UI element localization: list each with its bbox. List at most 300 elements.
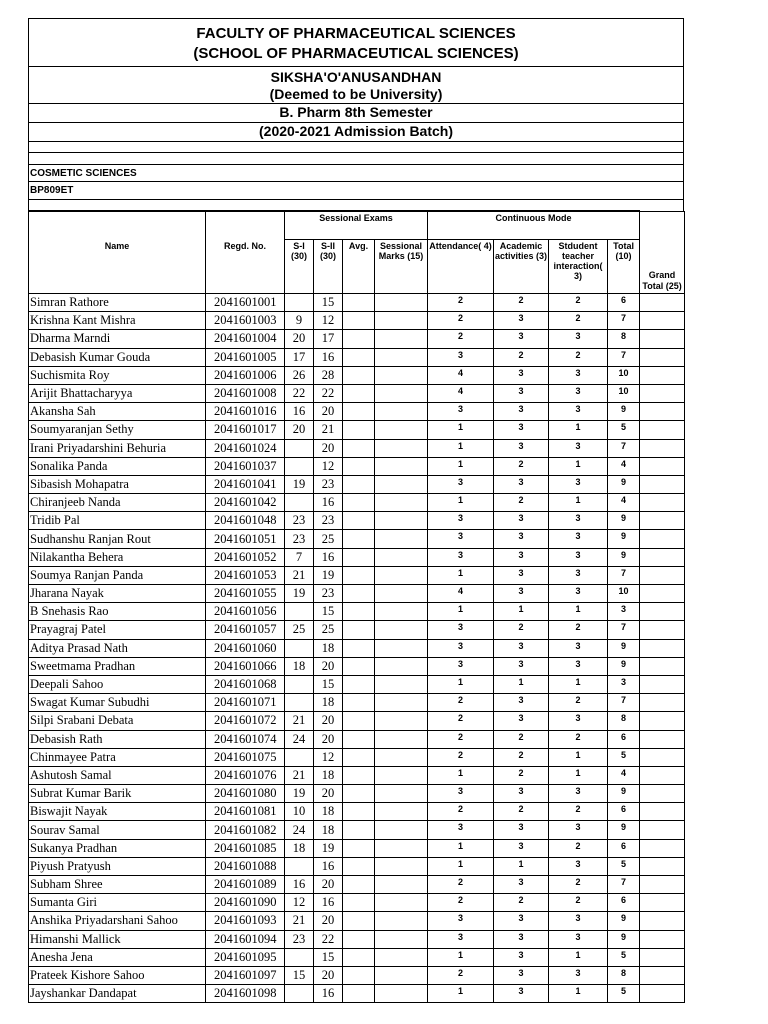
student-name: Irani Priyadarshini Behuria <box>29 439 206 457</box>
avg-mark <box>343 694 375 712</box>
regd-no: 2041601003 <box>206 312 285 330</box>
attendance-mark: 2 <box>428 694 494 712</box>
university-note: (Deemed to be University) <box>269 86 443 102</box>
table-row <box>29 876 685 894</box>
grand-total <box>640 384 685 402</box>
s1-mark: 24 <box>285 730 314 748</box>
avg-mark <box>343 657 375 675</box>
sessional-marks <box>375 294 428 312</box>
table-row <box>29 785 685 803</box>
interaction-mark: 3 <box>549 712 608 730</box>
regd-no: 2041601080 <box>206 785 285 803</box>
table-row <box>29 712 685 730</box>
continuous-total: 8 <box>608 330 640 348</box>
s2-mark: 16 <box>314 985 343 1003</box>
grand-total <box>640 657 685 675</box>
table-row <box>29 585 685 603</box>
continuous-total: 6 <box>608 803 640 821</box>
s1-mark <box>285 694 314 712</box>
academic-mark: 3 <box>494 657 549 675</box>
regd-no: 2041601051 <box>206 530 285 548</box>
s1-mark: 10 <box>285 803 314 821</box>
interaction-mark: 3 <box>549 912 608 930</box>
attendance-mark: 1 <box>428 948 494 966</box>
s1-mark: 18 <box>285 657 314 675</box>
s1-mark: 21 <box>285 566 314 584</box>
attendance-header: Attendance( 4) <box>428 240 494 294</box>
interaction-mark: 2 <box>549 348 608 366</box>
s2-mark: 12 <box>314 457 343 475</box>
s1-mark: 20 <box>285 421 314 439</box>
table-row <box>29 494 685 512</box>
continuous-total: 5 <box>608 748 640 766</box>
student-name: Prateek Kishore Sahoo <box>29 966 206 984</box>
grand-total <box>640 439 685 457</box>
document-header <box>28 18 684 212</box>
avg-mark <box>343 475 375 493</box>
interaction-mark: 3 <box>549 512 608 530</box>
interaction-header: Stdudent teacher interaction( 3) <box>549 240 608 294</box>
regd-no: 2041601001 <box>206 294 285 312</box>
student-name: Soumya Ranjan Panda <box>29 566 206 584</box>
avg-mark <box>343 348 375 366</box>
attendance-mark: 2 <box>428 312 494 330</box>
spacer-row <box>29 142 683 153</box>
interaction-mark: 1 <box>549 948 608 966</box>
interaction-mark: 3 <box>549 566 608 584</box>
sessional-marks <box>375 403 428 421</box>
sessional-marks <box>375 748 428 766</box>
regd-no: 2041601090 <box>206 894 285 912</box>
regd-no: 2041601071 <box>206 694 285 712</box>
regd-no: 2041601095 <box>206 948 285 966</box>
table-row <box>29 457 685 475</box>
interaction-mark: 3 <box>549 403 608 421</box>
academic-mark: 3 <box>494 585 549 603</box>
student-name: Soumyaranjan Sethy <box>29 421 206 439</box>
sessional-marks <box>375 821 428 839</box>
s2-mark: 16 <box>314 894 343 912</box>
table-row <box>29 730 685 748</box>
attendance-mark: 2 <box>428 730 494 748</box>
s2-mark: 15 <box>314 294 343 312</box>
interaction-mark: 1 <box>549 985 608 1003</box>
s1-mark: 19 <box>285 785 314 803</box>
s1-mark <box>285 439 314 457</box>
regd-no: 2041601004 <box>206 330 285 348</box>
continuous-total: 5 <box>608 421 640 439</box>
grand-total <box>640 621 685 639</box>
s1-mark <box>285 857 314 875</box>
sessional-marks <box>375 530 428 548</box>
continuous-total: 7 <box>608 621 640 639</box>
regd-no: 2041601075 <box>206 748 285 766</box>
s2-mark: 18 <box>314 803 343 821</box>
grand-total <box>640 566 685 584</box>
academic-mark: 3 <box>494 694 549 712</box>
regd-no: 2041601006 <box>206 366 285 384</box>
avg-mark <box>343 894 375 912</box>
interaction-mark: 2 <box>549 312 608 330</box>
avg-mark <box>343 839 375 857</box>
sessional-marks <box>375 621 428 639</box>
s2-mark: 20 <box>314 912 343 930</box>
avg-mark <box>343 639 375 657</box>
interaction-mark: 3 <box>549 439 608 457</box>
group-header-row <box>29 211 685 240</box>
avg-mark <box>343 766 375 784</box>
grand-total <box>640 694 685 712</box>
table-row <box>29 803 685 821</box>
s1-mark <box>285 457 314 475</box>
academic-mark: 3 <box>494 821 549 839</box>
sessional-marks <box>375 421 428 439</box>
attendance-mark: 1 <box>428 457 494 475</box>
s2-mark: 16 <box>314 494 343 512</box>
continuous-total: 6 <box>608 894 640 912</box>
avg-mark <box>343 548 375 566</box>
continuous-total: 6 <box>608 730 640 748</box>
student-name: Chiranjeeb Nanda <box>29 494 206 512</box>
s1-mark: 17 <box>285 348 314 366</box>
interaction-mark: 2 <box>549 876 608 894</box>
academic-mark: 3 <box>494 384 549 402</box>
s1-mark <box>285 603 314 621</box>
student-name: Anshika Priyadarshani Sahoo <box>29 912 206 930</box>
regd-no: 2041601048 <box>206 512 285 530</box>
regd-no: 2041601085 <box>206 839 285 857</box>
table-row <box>29 657 685 675</box>
grand-total <box>640 403 685 421</box>
continuous-total: 9 <box>608 530 640 548</box>
student-name: Piyush Pratyush <box>29 857 206 875</box>
s2-mark: 16 <box>314 857 343 875</box>
student-name: Arijit Bhattacharyya <box>29 384 206 402</box>
s2-mark: 18 <box>314 694 343 712</box>
academic-mark: 3 <box>494 785 549 803</box>
batch-title: (2020-2021 Admission Batch) <box>29 123 683 142</box>
faculty-line: FACULTY OF PHARMACEUTICAL SCIENCES <box>196 25 516 42</box>
regd-no: 2041601017 <box>206 421 285 439</box>
sessional-marks <box>375 985 428 1003</box>
academic-mark: 2 <box>494 766 549 784</box>
regd-no: 2041601074 <box>206 730 285 748</box>
table-row <box>29 766 685 784</box>
s2-mark: 20 <box>314 785 343 803</box>
program-title: B. Pharm 8th Semester <box>29 104 683 123</box>
attendance-mark: 3 <box>428 785 494 803</box>
avg-mark <box>343 585 375 603</box>
grand-total <box>640 785 685 803</box>
student-name: Sumanta Giri <box>29 894 206 912</box>
table-row <box>29 985 685 1003</box>
grand-total <box>640 985 685 1003</box>
regd-no: 2041601093 <box>206 912 285 930</box>
table-row <box>29 694 685 712</box>
continuous-total: 7 <box>608 566 640 584</box>
avg-mark <box>343 803 375 821</box>
regd-no: 2041601066 <box>206 657 285 675</box>
attendance-mark: 2 <box>428 966 494 984</box>
table-row <box>29 839 685 857</box>
continuous-total: 9 <box>608 548 640 566</box>
continuous-total: 4 <box>608 494 640 512</box>
student-name: Sourav Samal <box>29 821 206 839</box>
s2-mark: 28 <box>314 366 343 384</box>
avg-mark <box>343 439 375 457</box>
sessional-marks <box>375 548 428 566</box>
grand-total <box>640 366 685 384</box>
student-name: Suchismita Roy <box>29 366 206 384</box>
school-line: (SCHOOL OF PHARMACEUTICAL SCIENCES) <box>193 45 519 62</box>
student-name: Nilakantha Behera <box>29 548 206 566</box>
grand-total-header: Grand Total (25) <box>640 240 685 294</box>
grand-total <box>640 966 685 984</box>
s1-mark <box>285 294 314 312</box>
spacer-row <box>29 153 683 165</box>
continuous-group-header: Continuous Mode <box>428 211 640 240</box>
academic-mark: 2 <box>494 748 549 766</box>
table-row <box>29 621 685 639</box>
student-name: Swagat Kumar Subudhi <box>29 694 206 712</box>
attendance-mark: 3 <box>428 912 494 930</box>
student-name: Himanshi Mallick <box>29 930 206 948</box>
regd-group-cell <box>206 211 285 240</box>
attendance-mark: 4 <box>428 384 494 402</box>
academic-mark: 1 <box>494 603 549 621</box>
academic-mark: 3 <box>494 966 549 984</box>
interaction-mark: 3 <box>549 530 608 548</box>
avg-mark <box>343 985 375 1003</box>
grand-total <box>640 530 685 548</box>
regd-no: 2041601068 <box>206 675 285 693</box>
s1-mark <box>285 748 314 766</box>
academic-mark: 2 <box>494 803 549 821</box>
interaction-mark: 3 <box>549 785 608 803</box>
avg-mark <box>343 966 375 984</box>
attendance-mark: 4 <box>428 585 494 603</box>
attendance-mark: 3 <box>428 348 494 366</box>
s1-mark: 24 <box>285 821 314 839</box>
s1-mark: 15 <box>285 966 314 984</box>
avg-mark <box>343 512 375 530</box>
s1-mark: 21 <box>285 712 314 730</box>
academic-mark: 3 <box>494 930 549 948</box>
table-row <box>29 294 685 312</box>
continuous-total: 5 <box>608 948 640 966</box>
attendance-mark: 1 <box>428 985 494 1003</box>
sessional-marks <box>375 857 428 875</box>
table-row <box>29 530 685 548</box>
s2-mark: 15 <box>314 675 343 693</box>
attendance-mark: 3 <box>428 639 494 657</box>
s1-mark: 26 <box>285 366 314 384</box>
continuous-total: 10 <box>608 585 640 603</box>
attendance-mark: 1 <box>428 857 494 875</box>
interaction-mark: 1 <box>549 766 608 784</box>
avg-mark <box>343 948 375 966</box>
grand-total-top-cell <box>640 211 685 240</box>
student-name: Simran Rathore <box>29 294 206 312</box>
attendance-mark: 1 <box>428 566 494 584</box>
academic-mark: 3 <box>494 475 549 493</box>
interaction-mark: 2 <box>549 621 608 639</box>
s1-mark: 18 <box>285 839 314 857</box>
interaction-mark: 1 <box>549 494 608 512</box>
regd-no: 2041601060 <box>206 639 285 657</box>
sessional-marks <box>375 494 428 512</box>
interaction-mark: 3 <box>549 585 608 603</box>
sessional-group-header: Sessional Exams <box>285 211 428 240</box>
s1-mark: 12 <box>285 894 314 912</box>
sessional-marks <box>375 312 428 330</box>
sessional-marks <box>375 948 428 966</box>
attendance-mark: 1 <box>428 675 494 693</box>
interaction-mark: 2 <box>549 839 608 857</box>
academic-mark: 3 <box>494 512 549 530</box>
grand-total <box>640 312 685 330</box>
s2-mark: 17 <box>314 330 343 348</box>
academic-mark: 3 <box>494 548 549 566</box>
s2-mark: 20 <box>314 730 343 748</box>
s2-mark: 12 <box>314 748 343 766</box>
academic-mark: 2 <box>494 494 549 512</box>
academic-mark: 3 <box>494 403 549 421</box>
sessional-marks <box>375 348 428 366</box>
s1-mark <box>285 639 314 657</box>
s2-mark: 23 <box>314 512 343 530</box>
continuous-total: 7 <box>608 439 640 457</box>
regd-no: 2041601056 <box>206 603 285 621</box>
regd-no: 2041601008 <box>206 384 285 402</box>
continuous-total: 3 <box>608 603 640 621</box>
sessional-marks <box>375 366 428 384</box>
attendance-mark: 1 <box>428 603 494 621</box>
student-name: Biswajit Nayak <box>29 803 206 821</box>
sessional-marks <box>375 566 428 584</box>
grand-total <box>640 894 685 912</box>
s2-mark: 20 <box>314 876 343 894</box>
s1-mark: 7 <box>285 548 314 566</box>
sessional-marks <box>375 803 428 821</box>
student-name: Debasish Rath <box>29 730 206 748</box>
s2-mark: 18 <box>314 639 343 657</box>
s2-mark: 23 <box>314 475 343 493</box>
interaction-mark: 3 <box>549 366 608 384</box>
sessional-marks <box>375 730 428 748</box>
s1-mark: 20 <box>285 330 314 348</box>
grand-total <box>640 512 685 530</box>
s1-column-header: S-I (30) <box>285 240 314 294</box>
regd-no: 2041601089 <box>206 876 285 894</box>
table-row <box>29 894 685 912</box>
s2-column-header: S-II (30) <box>314 240 343 294</box>
sessional-marks <box>375 912 428 930</box>
interaction-mark: 3 <box>549 930 608 948</box>
student-name: Jharana Nayak <box>29 585 206 603</box>
interaction-mark: 2 <box>549 294 608 312</box>
interaction-mark: 1 <box>549 748 608 766</box>
table-row <box>29 857 685 875</box>
university-block <box>29 67 683 104</box>
avg-mark <box>343 457 375 475</box>
avg-mark <box>343 675 375 693</box>
sessional-marks <box>375 603 428 621</box>
attendance-mark: 1 <box>428 421 494 439</box>
table-row <box>29 639 685 657</box>
continuous-total: 8 <box>608 966 640 984</box>
academic-mark: 3 <box>494 912 549 930</box>
regd-no: 2041601005 <box>206 348 285 366</box>
continuous-total: 7 <box>608 312 640 330</box>
academic-mark: 3 <box>494 839 549 857</box>
academic-mark: 2 <box>494 348 549 366</box>
name-group-cell <box>29 211 206 240</box>
grand-total <box>640 712 685 730</box>
sessional-marks <box>375 475 428 493</box>
student-name: Debasish Kumar Gouda <box>29 348 206 366</box>
s2-mark: 22 <box>314 930 343 948</box>
student-name: B Snehasis Rao <box>29 603 206 621</box>
avg-mark <box>343 603 375 621</box>
name-column-header: Name <box>29 240 206 294</box>
s2-mark: 20 <box>314 966 343 984</box>
student-name: Subrat Kumar Barik <box>29 785 206 803</box>
grand-total <box>640 748 685 766</box>
continuous-total: 9 <box>608 821 640 839</box>
grand-total <box>640 585 685 603</box>
s1-mark: 19 <box>285 585 314 603</box>
table-row <box>29 966 685 984</box>
student-name: Ashutosh Samal <box>29 766 206 784</box>
avg-mark <box>343 857 375 875</box>
continuous-total: 5 <box>608 985 640 1003</box>
attendance-mark: 2 <box>428 876 494 894</box>
interaction-mark: 3 <box>549 548 608 566</box>
continuous-total: 5 <box>608 857 640 875</box>
academic-mark: 3 <box>494 639 549 657</box>
regd-no: 2041601041 <box>206 475 285 493</box>
student-name: Sukanya Pradhan <box>29 839 206 857</box>
s1-mark: 21 <box>285 912 314 930</box>
s2-mark: 15 <box>314 948 343 966</box>
interaction-mark: 3 <box>549 966 608 984</box>
regd-no: 2041601042 <box>206 494 285 512</box>
academic-mark: 3 <box>494 366 549 384</box>
student-rows <box>29 294 685 1003</box>
table-row <box>29 330 685 348</box>
avg-mark <box>343 621 375 639</box>
attendance-mark: 2 <box>428 748 494 766</box>
student-name: Deepali Sahoo <box>29 675 206 693</box>
s1-mark: 23 <box>285 930 314 948</box>
interaction-mark: 3 <box>549 639 608 657</box>
grand-total <box>640 948 685 966</box>
interaction-mark: 1 <box>549 675 608 693</box>
continuous-total: 6 <box>608 839 640 857</box>
student-name: Sudhanshu Ranjan Rout <box>29 530 206 548</box>
s1-mark: 25 <box>285 621 314 639</box>
avg-column-header: Avg. <box>343 240 375 294</box>
table-row <box>29 566 685 584</box>
sessional-marks <box>375 876 428 894</box>
regd-no: 2041601097 <box>206 966 285 984</box>
s2-mark: 21 <box>314 421 343 439</box>
attendance-mark: 3 <box>428 475 494 493</box>
grand-total <box>640 548 685 566</box>
academic-mark: 3 <box>494 712 549 730</box>
s2-mark: 16 <box>314 348 343 366</box>
